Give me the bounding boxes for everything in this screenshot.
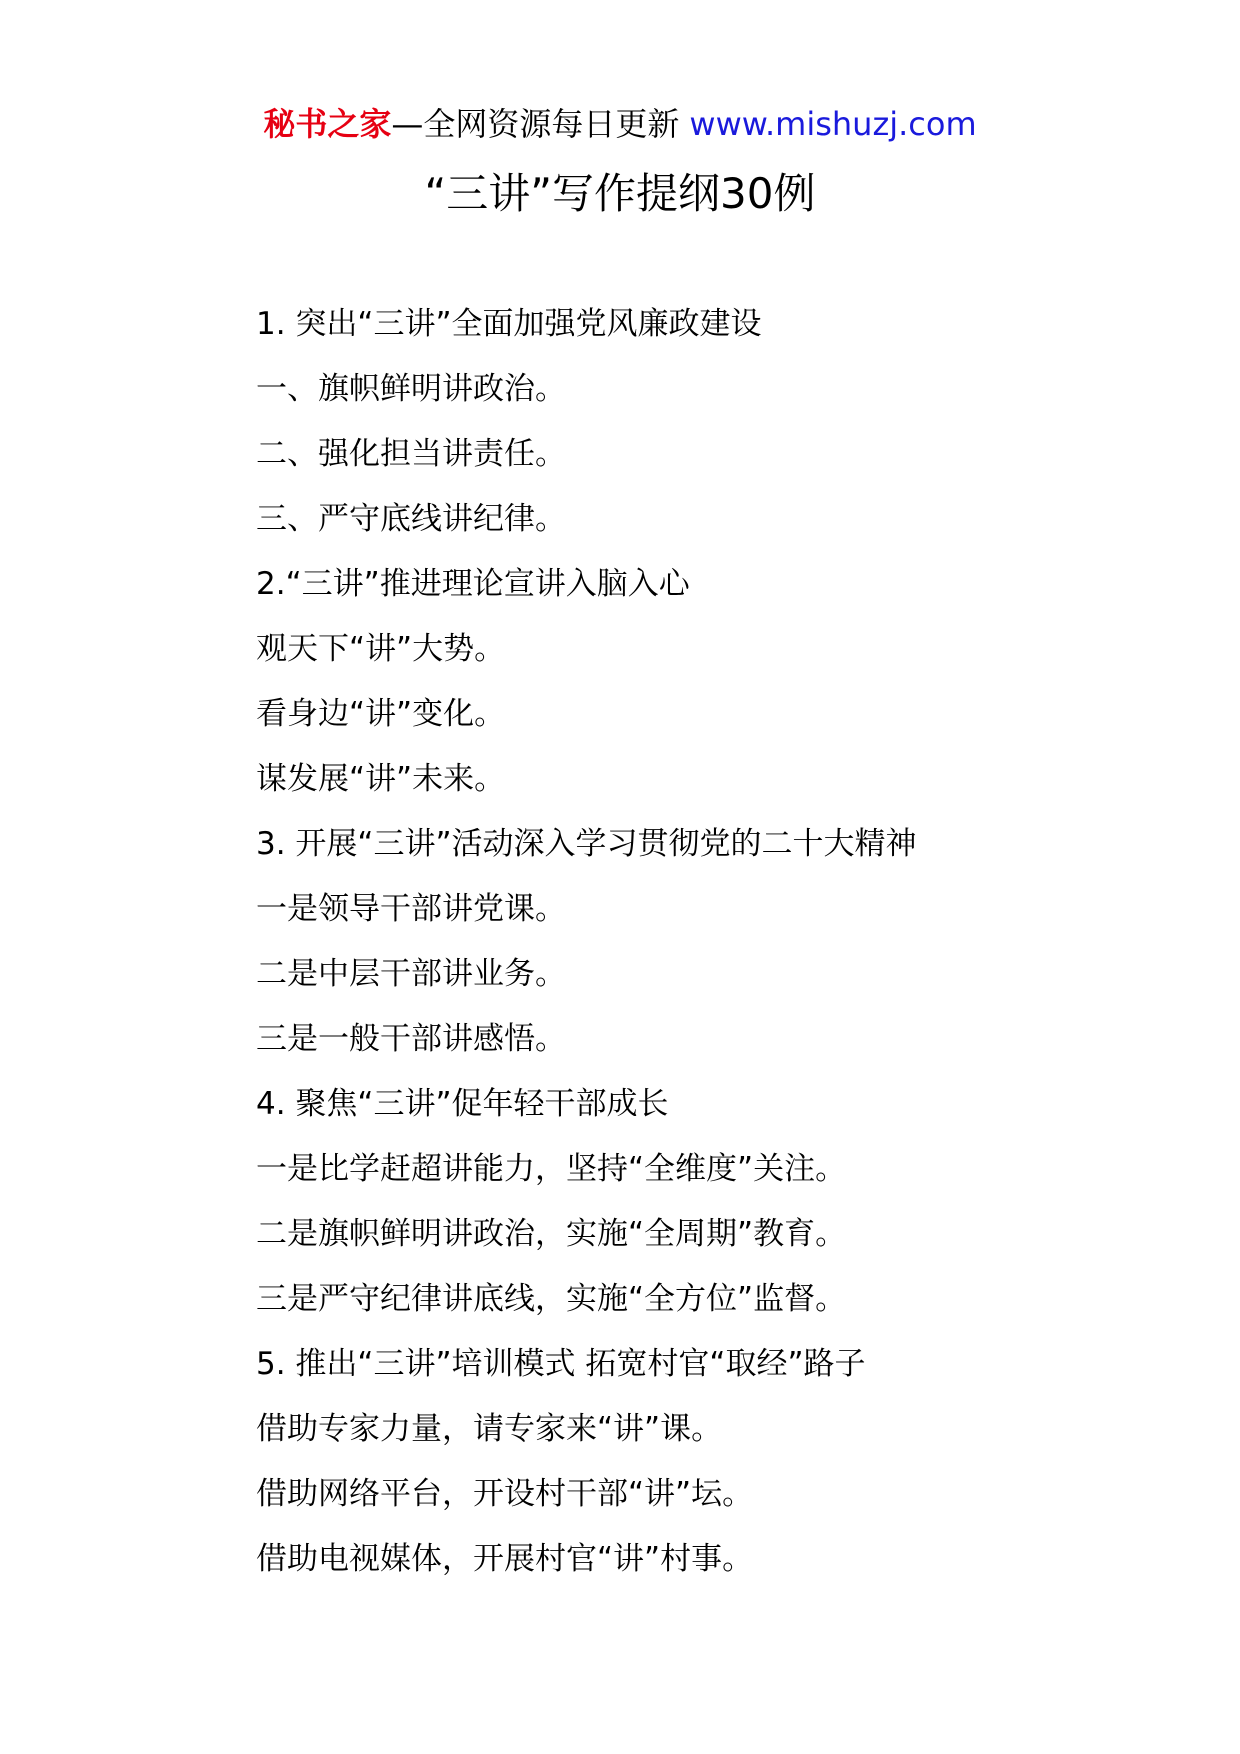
text-line: 三是严守纪律讲底线，实施“全方位”监督。 xyxy=(256,1281,847,1317)
text-line: 谋发展“讲”未来。 xyxy=(256,761,506,797)
text-line: 二是中层干部讲业务。 xyxy=(256,956,566,992)
text-line: 三是一般干部讲感悟。 xyxy=(256,1021,566,1057)
section-heading: 4. 聚焦“三讲”促年轻干部成长 xyxy=(256,1086,669,1122)
section-heading: 1. 突出“三讲”全面加强党风廉政建设 xyxy=(256,306,762,342)
site-header xyxy=(0,100,1240,148)
text-line: 一、旗帜鲜明讲政治。 xyxy=(256,371,566,407)
text-line: 一是领导干部讲党课。 xyxy=(256,891,566,927)
section-heading: 2.“三讲”推进理论宣讲入脑入心 xyxy=(256,566,690,602)
site-url-link[interactable]: www.mishuzj.com xyxy=(689,105,977,143)
text-line: 观天下“讲”大势。 xyxy=(256,631,506,667)
site-brand: 秘书之家 xyxy=(263,105,392,143)
text-line: 借助网络平台，开设村干部“讲”坛。 xyxy=(256,1476,754,1512)
document-title: “三讲”写作提纲30例 xyxy=(424,169,816,218)
text-line: 借助专家力量，请专家来“讲”课。 xyxy=(256,1411,723,1447)
site-slogan: —全网资源每日更新 xyxy=(391,105,680,143)
text-line: 借助电视媒体，开展村官“讲”村事。 xyxy=(256,1541,754,1577)
section-heading: 5. 推出“三讲”培训模式 拓宽村官“取经”路子 xyxy=(256,1346,866,1382)
text-line: 看身边“讲”变化。 xyxy=(256,696,506,732)
text-line: 一是比学赶超讲能力，坚持“全维度”关注。 xyxy=(256,1151,847,1187)
text-line: 三、严守底线讲纪律。 xyxy=(256,501,566,537)
text-line: 二、强化担当讲责任。 xyxy=(256,436,566,472)
document-body xyxy=(256,292,1156,1592)
text-line: 二是旗帜鲜明讲政治，实施“全周期”教育。 xyxy=(256,1216,847,1252)
section-heading: 3. 开展“三讲”活动深入学习贯彻党的二十大精神 xyxy=(256,826,917,862)
